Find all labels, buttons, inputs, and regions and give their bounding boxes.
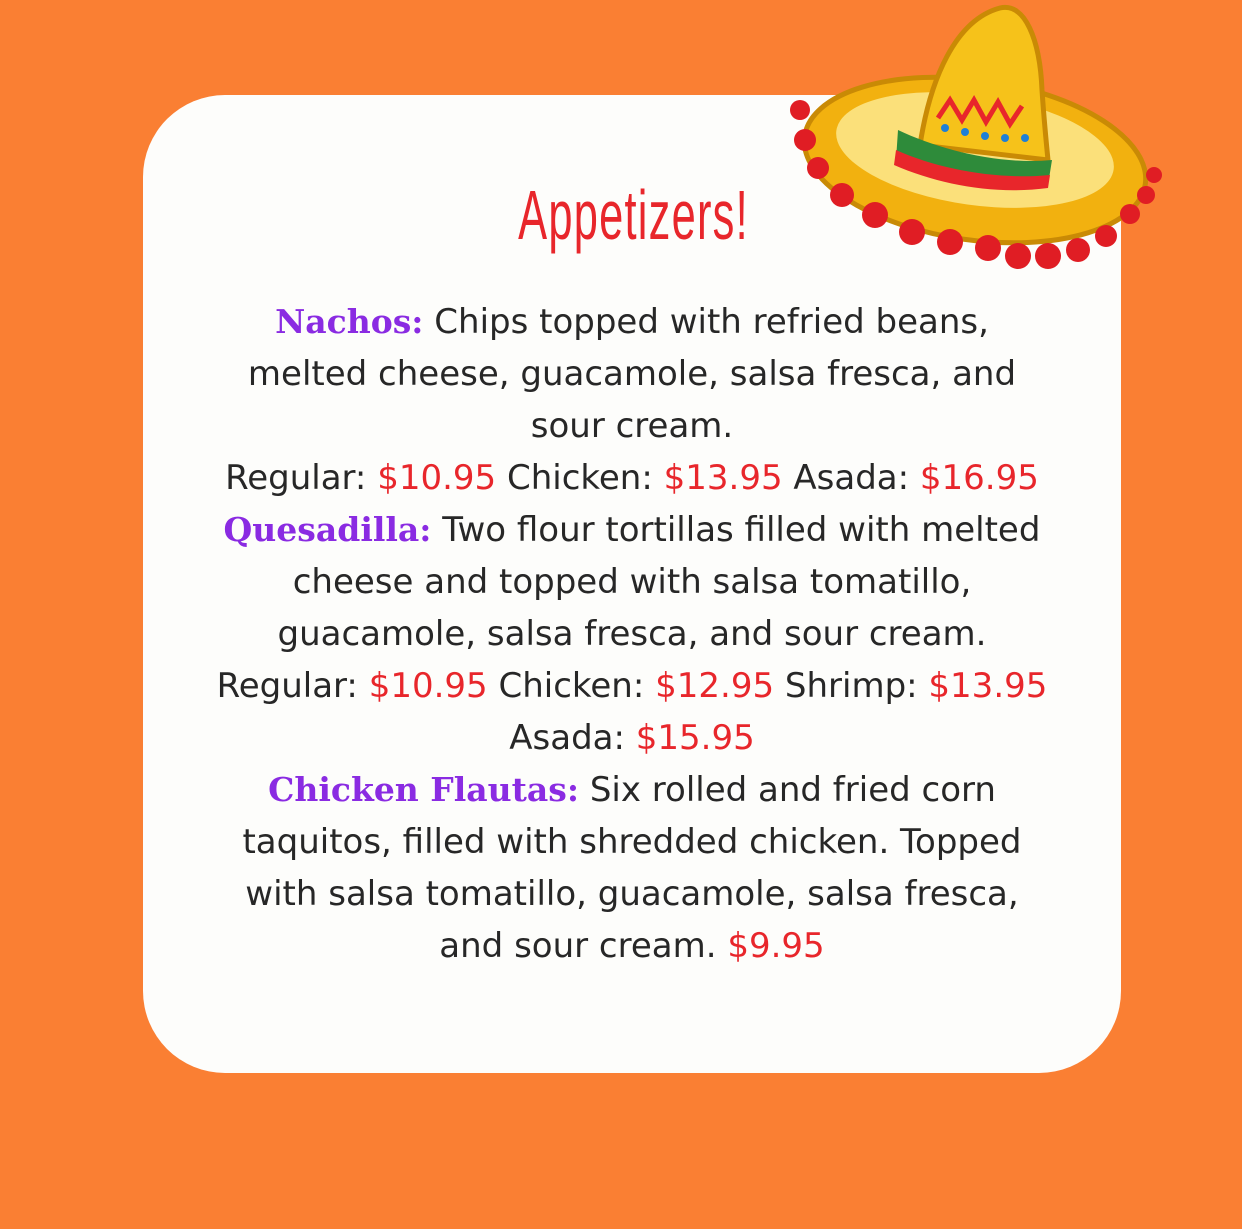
item-description: Six rolled and fried corn	[579, 770, 996, 810]
item-description: sour cream.	[530, 406, 734, 446]
price-value: $13.95	[663, 458, 783, 498]
menu-item-flautas-last-line	[143, 920, 1121, 972]
item-description: with salsa tomatillo, guacamole, salsa fresca,	[245, 874, 1019, 914]
price-value: $12.95	[655, 666, 775, 706]
price-label: Chicken:	[506, 458, 653, 498]
item-description: Chips topped with refried beans,	[423, 302, 989, 342]
price-line-quesadilla-2	[143, 712, 1121, 764]
price-label: Asada:	[793, 458, 910, 498]
price-value: $9.95	[727, 926, 825, 966]
item-description: melted cheese, guacamole, salsa fresca, and	[247, 354, 1017, 394]
price-value: $13.95	[928, 666, 1048, 706]
item-description: taquitos, filled with shredded chicken. Topped	[242, 822, 1022, 862]
menu-item-quesadilla-line-1	[143, 504, 1121, 556]
sombrero-icon	[780, 0, 1170, 280]
item-name-chicken-flautas: Chicken Flautas:	[268, 770, 580, 809]
item-name-quesadilla: Quesadilla:	[223, 510, 432, 549]
price-label: Chicken:	[498, 666, 645, 706]
price-line-nachos	[143, 452, 1121, 504]
appetizer-menu	[143, 296, 1121, 972]
price-label: Shrimp:	[784, 666, 918, 706]
item-description: cheese and topped with salsa tomatillo,	[292, 562, 972, 602]
item-description: guacamole, salsa fresca, and sour cream.	[277, 614, 987, 654]
page-title: Appetizers!	[518, 176, 749, 254]
price-label: Regular:	[225, 458, 367, 498]
price-label: Asada:	[509, 718, 625, 758]
price-line-quesadilla	[143, 660, 1121, 712]
price-value: $15.95	[635, 718, 755, 758]
item-name-nachos: Nachos:	[275, 302, 424, 341]
menu-item-nachos-line-1	[143, 296, 1121, 348]
menu-item-flautas-line-1	[143, 764, 1121, 816]
price-label: Regular:	[216, 666, 358, 706]
item-description: and sour cream.	[439, 926, 717, 966]
price-value: $10.95	[368, 666, 488, 706]
price-value: $10.95	[377, 458, 497, 498]
item-description: Two flour tortillas filled with melted	[431, 510, 1041, 550]
price-value: $16.95	[919, 458, 1039, 498]
